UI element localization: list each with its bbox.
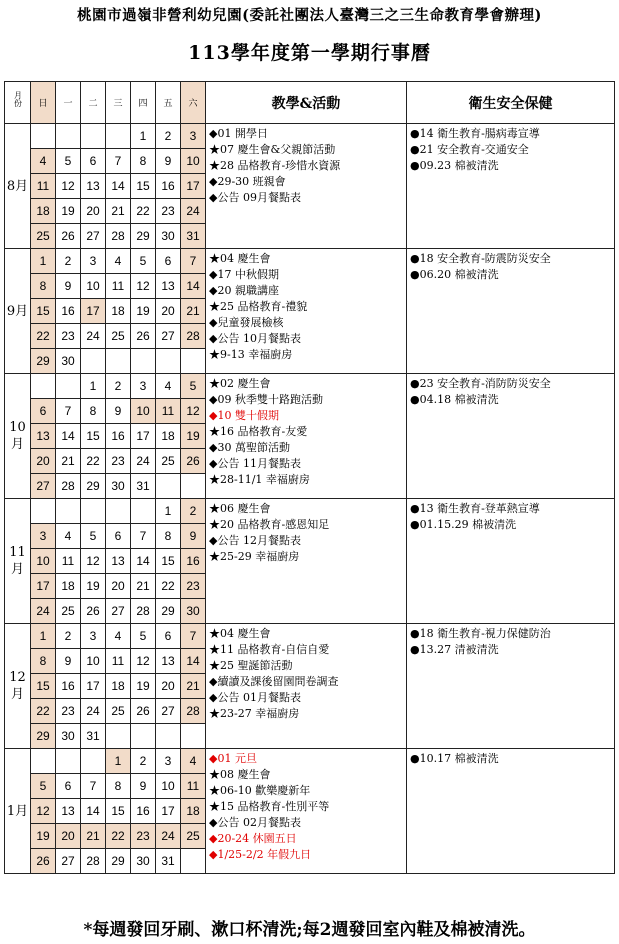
page-title: 113學年度第一學期行事曆: [188, 42, 431, 64]
empty-day-cell: [31, 374, 56, 399]
event-item: ◆公告 11月餐點表: [209, 457, 301, 470]
week-row: [5, 749, 615, 774]
health-item: ●23 安全教育-消防防災安全: [410, 377, 551, 390]
event-item: ◆20 親職講座: [209, 284, 279, 297]
day-cell: 19: [181, 424, 206, 449]
month-events-cell: [206, 249, 407, 374]
empty-day-cell: [106, 124, 131, 149]
day-cell: 29: [31, 724, 56, 749]
day-cell: 9: [56, 649, 81, 674]
day-cell: 30: [56, 724, 81, 749]
month-label: 10月: [5, 374, 31, 499]
empty-day-cell: [181, 474, 206, 499]
month-events-cell: [206, 124, 407, 249]
event-item: ◆公告 12月餐點表: [209, 534, 301, 547]
day-cell: 3: [81, 249, 106, 274]
event-item: ◆10 雙十假期: [209, 409, 279, 422]
day-cell: 18: [106, 299, 131, 324]
day-cell: 28: [131, 599, 156, 624]
day-cell: 12: [131, 649, 156, 674]
month-label: 1月: [5, 749, 31, 874]
month-health-cell: [407, 749, 615, 874]
day-cell: 24: [81, 324, 106, 349]
day-cell: 16: [56, 674, 81, 699]
empty-day-cell: [131, 499, 156, 524]
empty-day-cell: [81, 349, 106, 374]
event-item: ◆20-24 休園五日: [209, 832, 297, 845]
day-cell: 4: [56, 524, 81, 549]
day-cell: 27: [81, 224, 106, 249]
day-cell: 15: [81, 424, 106, 449]
day-cell: 17: [31, 574, 56, 599]
day-cell: 16: [106, 424, 131, 449]
day-cell: 29: [31, 349, 56, 374]
day-cell: 21: [56, 449, 81, 474]
day-cell: 20: [56, 824, 81, 849]
day-cell: 7: [181, 624, 206, 649]
day-cell: 18: [181, 799, 206, 824]
month-events-cell: [206, 749, 407, 874]
day-cell: 23: [181, 574, 206, 599]
day-cell: 20: [156, 674, 181, 699]
empty-day-cell: [181, 349, 206, 374]
day-cell: 2: [156, 124, 181, 149]
day-cell: 16: [181, 549, 206, 574]
day-cell: 10: [131, 399, 156, 424]
day-cell: 24: [31, 599, 56, 624]
day-cell: 8: [106, 774, 131, 799]
day-cell: 3: [131, 374, 156, 399]
day-cell: 25: [106, 324, 131, 349]
empty-day-cell: [81, 124, 106, 149]
empty-day-cell: [31, 124, 56, 149]
weekday-header-thu: 四: [131, 82, 156, 124]
day-cell: 13: [31, 424, 56, 449]
day-cell: 8: [131, 149, 156, 174]
day-cell: 14: [131, 549, 156, 574]
day-cell: 14: [181, 274, 206, 299]
event-item: ★02 慶生會: [209, 377, 271, 390]
day-cell: 14: [81, 799, 106, 824]
day-cell: 9: [181, 524, 206, 549]
day-cell: 20: [31, 449, 56, 474]
day-cell: 28: [181, 324, 206, 349]
day-cell: 11: [156, 399, 181, 424]
day-cell: 25: [181, 824, 206, 849]
empty-day-cell: [56, 124, 81, 149]
event-item: ◆30 萬聖節活動: [209, 441, 290, 454]
day-cell: 8: [156, 524, 181, 549]
day-cell: 7: [181, 249, 206, 274]
day-cell: 3: [31, 524, 56, 549]
week-row: [5, 249, 615, 274]
day-cell: 31: [181, 224, 206, 249]
day-cell: 23: [131, 824, 156, 849]
day-cell: 22: [81, 449, 106, 474]
day-cell: 1: [31, 249, 56, 274]
day-cell: 26: [81, 599, 106, 624]
day-cell: 6: [156, 249, 181, 274]
day-cell: 28: [181, 699, 206, 724]
day-cell: 13: [106, 549, 131, 574]
day-cell: 15: [31, 299, 56, 324]
event-item: ★16 品格教育-友愛: [209, 425, 308, 438]
day-cell: 5: [131, 624, 156, 649]
day-cell: 30: [106, 474, 131, 499]
health-column-header: 衛生安全保健: [407, 82, 615, 124]
day-cell: 18: [56, 574, 81, 599]
day-cell: 10: [31, 549, 56, 574]
day-cell: 6: [31, 399, 56, 424]
day-cell: 12: [81, 549, 106, 574]
day-cell: 27: [56, 849, 81, 874]
month-column-header: [5, 82, 31, 124]
day-cell: 7: [131, 524, 156, 549]
week-row: [5, 499, 615, 524]
week-row: [5, 624, 615, 649]
day-cell: 23: [156, 199, 181, 224]
day-cell: 4: [106, 249, 131, 274]
weekday-header-tue: 二: [81, 82, 106, 124]
day-cell: 5: [31, 774, 56, 799]
event-item: ★25-29 幸福廚房: [209, 550, 300, 563]
day-cell: 14: [106, 174, 131, 199]
day-cell: 27: [106, 599, 131, 624]
day-cell: 17: [81, 674, 106, 699]
day-cell: 22: [156, 574, 181, 599]
empty-day-cell: [56, 374, 81, 399]
day-cell: 26: [31, 849, 56, 874]
month-events-cell: [206, 499, 407, 624]
day-cell: 30: [56, 349, 81, 374]
event-item: ◆01 元旦: [209, 752, 257, 765]
weekday-header-sun: 日: [31, 82, 56, 124]
day-cell: 7: [106, 149, 131, 174]
day-cell: 13: [156, 649, 181, 674]
day-cell: 30: [131, 849, 156, 874]
day-cell: 17: [81, 299, 106, 324]
day-cell: 21: [181, 674, 206, 699]
day-cell: 10: [181, 149, 206, 174]
day-cell: 15: [156, 549, 181, 574]
day-cell: 20: [156, 299, 181, 324]
day-cell: 4: [106, 624, 131, 649]
day-cell: 6: [81, 149, 106, 174]
day-cell: 22: [106, 824, 131, 849]
day-cell: 21: [181, 299, 206, 324]
day-cell: 2: [181, 499, 206, 524]
empty-day-cell: [181, 849, 206, 874]
day-cell: 11: [106, 649, 131, 674]
day-cell: 6: [56, 774, 81, 799]
day-cell: 4: [156, 374, 181, 399]
event-item: ◆公告 09月餐點表: [209, 191, 301, 204]
day-cell: 26: [131, 699, 156, 724]
day-cell: 9: [106, 399, 131, 424]
event-item: ★06-10 歡樂慶新年: [209, 784, 311, 797]
day-cell: 13: [56, 799, 81, 824]
event-item: ★28 品格教育-珍惜水資源: [209, 159, 341, 172]
day-cell: 5: [81, 524, 106, 549]
health-item: ●06.20 棉被清洗: [410, 268, 499, 281]
weekday-header-sat: 六: [181, 82, 206, 124]
event-item: ★25 聖誕節活動: [209, 659, 293, 672]
day-cell: 22: [31, 699, 56, 724]
day-cell: 2: [131, 749, 156, 774]
day-cell: 26: [56, 224, 81, 249]
day-cell: 1: [31, 624, 56, 649]
day-cell: 18: [156, 424, 181, 449]
day-cell: 9: [56, 274, 81, 299]
event-item: ★25 品格教育-禮貌: [209, 300, 308, 313]
day-cell: 16: [131, 799, 156, 824]
empty-day-cell: [156, 474, 181, 499]
month-events-cell: [206, 374, 407, 499]
day-cell: 12: [31, 799, 56, 824]
day-cell: 18: [31, 199, 56, 224]
day-cell: 5: [56, 149, 81, 174]
day-cell: 29: [81, 474, 106, 499]
day-cell: 19: [131, 299, 156, 324]
health-item: ●18 衛生教育-視力保健防治: [410, 627, 551, 640]
weekday-header-wed: 三: [106, 82, 131, 124]
event-item: ◆1/25-2/2 年假九日: [209, 848, 312, 861]
day-cell: 12: [56, 174, 81, 199]
day-cell: 8: [31, 274, 56, 299]
day-cell: 7: [81, 774, 106, 799]
event-item: ◆公告 01月餐點表: [209, 691, 301, 704]
day-cell: 19: [131, 674, 156, 699]
day-cell: 15: [31, 674, 56, 699]
day-cell: 5: [181, 374, 206, 399]
health-item: ●13 衛生教育-登革熱宣導: [410, 502, 540, 515]
week-row: [5, 124, 615, 149]
day-cell: 10: [81, 649, 106, 674]
day-cell: 2: [56, 249, 81, 274]
kindergarten-name: 桃園市過嶺非營利幼兒園(委託社團法人臺灣三之三生命教育學會辦理): [77, 7, 542, 24]
event-item: ★15 品格教育-性別平等: [209, 800, 330, 813]
day-cell: 5: [131, 249, 156, 274]
empty-day-cell: [81, 749, 106, 774]
month-health-cell: [407, 374, 615, 499]
day-cell: 29: [131, 224, 156, 249]
empty-day-cell: [106, 499, 131, 524]
day-cell: 27: [31, 474, 56, 499]
month-label: 11月: [5, 499, 31, 624]
day-cell: 23: [106, 449, 131, 474]
day-cell: 27: [156, 699, 181, 724]
month-health-cell: [407, 249, 615, 374]
month-label: 12月: [5, 624, 31, 749]
day-cell: 31: [81, 724, 106, 749]
day-cell: 16: [56, 299, 81, 324]
day-cell: 19: [81, 574, 106, 599]
day-cell: 24: [81, 699, 106, 724]
day-cell: 4: [31, 149, 56, 174]
empty-day-cell: [31, 499, 56, 524]
day-cell: 15: [131, 174, 156, 199]
event-item: ★23-27 幸福廚房: [209, 707, 300, 720]
footer-note: *每週發回牙刷、漱口杯清洗;每2週發回室內鞋及棉被清洗。: [83, 920, 536, 940]
month-health-cell: [407, 624, 615, 749]
event-item: ★9-13 幸福廚房: [209, 348, 293, 361]
day-cell: 14: [181, 649, 206, 674]
month-health-cell: [407, 124, 615, 249]
day-cell: 6: [106, 524, 131, 549]
month-label: 8月: [5, 124, 31, 249]
event-item: ★04 慶生會: [209, 627, 271, 640]
day-cell: 25: [106, 699, 131, 724]
day-cell: 11: [106, 274, 131, 299]
events-column-header: 教學&活動: [206, 82, 407, 124]
day-cell: 26: [131, 324, 156, 349]
day-cell: 17: [131, 424, 156, 449]
day-cell: 21: [106, 199, 131, 224]
day-cell: 17: [181, 174, 206, 199]
day-cell: 8: [81, 399, 106, 424]
day-cell: 24: [181, 199, 206, 224]
day-cell: 31: [131, 474, 156, 499]
event-item: ◆09 秋季雙十路跑活動: [209, 393, 323, 406]
health-item: ●18 安全教育-防震防災安全: [410, 252, 551, 265]
day-cell: 22: [31, 324, 56, 349]
header-row: [5, 82, 615, 124]
empty-day-cell: [106, 724, 131, 749]
month-label: 9月: [5, 249, 31, 374]
day-cell: 27: [156, 324, 181, 349]
empty-day-cell: [156, 349, 181, 374]
day-cell: 25: [56, 599, 81, 624]
event-item: ★20 品格教育-感恩知足: [209, 518, 330, 531]
day-cell: 28: [106, 224, 131, 249]
empty-day-cell: [131, 724, 156, 749]
day-cell: 15: [106, 799, 131, 824]
day-cell: 25: [31, 224, 56, 249]
day-cell: 23: [56, 324, 81, 349]
day-cell: 19: [56, 199, 81, 224]
day-cell: 3: [156, 749, 181, 774]
day-cell: 26: [181, 449, 206, 474]
day-cell: 13: [81, 174, 106, 199]
day-cell: 10: [81, 274, 106, 299]
day-cell: 21: [131, 574, 156, 599]
day-cell: 8: [31, 649, 56, 674]
health-item: ●10.17 棉被清洗: [410, 752, 499, 765]
event-item: ◆29-30 班親會: [209, 175, 286, 188]
day-cell: 9: [131, 774, 156, 799]
day-cell: 9: [156, 149, 181, 174]
day-cell: 29: [156, 599, 181, 624]
weekday-header-mon: 一: [56, 82, 81, 124]
day-cell: 12: [131, 274, 156, 299]
day-cell: 31: [156, 849, 181, 874]
day-cell: 12: [181, 399, 206, 424]
day-cell: 18: [106, 674, 131, 699]
day-cell: 24: [156, 824, 181, 849]
month-events-cell: [206, 624, 407, 749]
day-cell: 2: [56, 624, 81, 649]
health-item: ●09.23 棉被清洗: [410, 159, 499, 172]
day-cell: 1: [81, 374, 106, 399]
day-cell: 13: [156, 274, 181, 299]
day-cell: 20: [81, 199, 106, 224]
health-item: ●14 衛生教育-腸病毒宣導: [410, 127, 540, 140]
event-item: ◆公告 02月餐點表: [209, 816, 301, 829]
day-cell: 24: [131, 449, 156, 474]
day-cell: 2: [106, 374, 131, 399]
day-cell: 14: [56, 424, 81, 449]
day-cell: 22: [131, 199, 156, 224]
empty-day-cell: [56, 749, 81, 774]
month-header-label: 月份: [13, 91, 23, 107]
day-cell: 1: [106, 749, 131, 774]
day-cell: 11: [56, 549, 81, 574]
day-cell: 10: [156, 774, 181, 799]
school-calendar-table: [4, 81, 615, 874]
day-cell: 17: [156, 799, 181, 824]
day-cell: 1: [156, 499, 181, 524]
event-item: ★04 慶生會: [209, 252, 271, 265]
day-cell: 28: [81, 849, 106, 874]
health-item: ●13.27 清被清洗: [410, 643, 499, 656]
event-item: ★11 品格教育-自信自愛: [209, 643, 330, 656]
day-cell: 19: [31, 824, 56, 849]
event-item: ◆公告 10月餐點表: [209, 332, 301, 345]
health-item: ●04.18 棉被清洗: [410, 393, 499, 406]
health-item: ●01.15.29 棉被清洗: [410, 518, 517, 531]
day-cell: 16: [156, 174, 181, 199]
empty-day-cell: [106, 349, 131, 374]
event-item: ◆兒童發展檢核: [209, 316, 284, 329]
month-health-cell: [407, 499, 615, 624]
day-cell: 4: [181, 749, 206, 774]
day-cell: 11: [181, 774, 206, 799]
day-cell: 30: [181, 599, 206, 624]
event-item: ◆17 中秋假期: [209, 268, 279, 281]
day-cell: 28: [56, 474, 81, 499]
day-cell: 3: [81, 624, 106, 649]
event-item: ★28-11/1 幸福廚房: [209, 473, 310, 486]
empty-day-cell: [181, 724, 206, 749]
day-cell: 11: [31, 174, 56, 199]
health-item: ●21 安全教育-交通安全: [410, 143, 529, 156]
day-cell: 25: [156, 449, 181, 474]
day-cell: 1: [131, 124, 156, 149]
day-cell: 29: [106, 849, 131, 874]
day-cell: 3: [181, 124, 206, 149]
day-cell: 20: [106, 574, 131, 599]
weekday-header-fri: 五: [156, 82, 181, 124]
empty-day-cell: [131, 349, 156, 374]
day-cell: 7: [56, 399, 81, 424]
event-item: ◆續讀及課後留園問卷調查: [209, 675, 339, 688]
event-item: ★06 慶生會: [209, 502, 271, 515]
event-item: ◆01 開學日: [209, 127, 268, 140]
day-cell: 23: [56, 699, 81, 724]
event-item: ★08 慶生會: [209, 768, 271, 781]
empty-day-cell: [56, 499, 81, 524]
event-item: ★07 慶生會&父親節活動: [209, 143, 336, 156]
empty-day-cell: [31, 749, 56, 774]
week-row: [5, 374, 615, 399]
day-cell: 30: [156, 224, 181, 249]
empty-day-cell: [81, 499, 106, 524]
day-cell: 6: [156, 624, 181, 649]
empty-day-cell: [156, 724, 181, 749]
day-cell: 21: [81, 824, 106, 849]
